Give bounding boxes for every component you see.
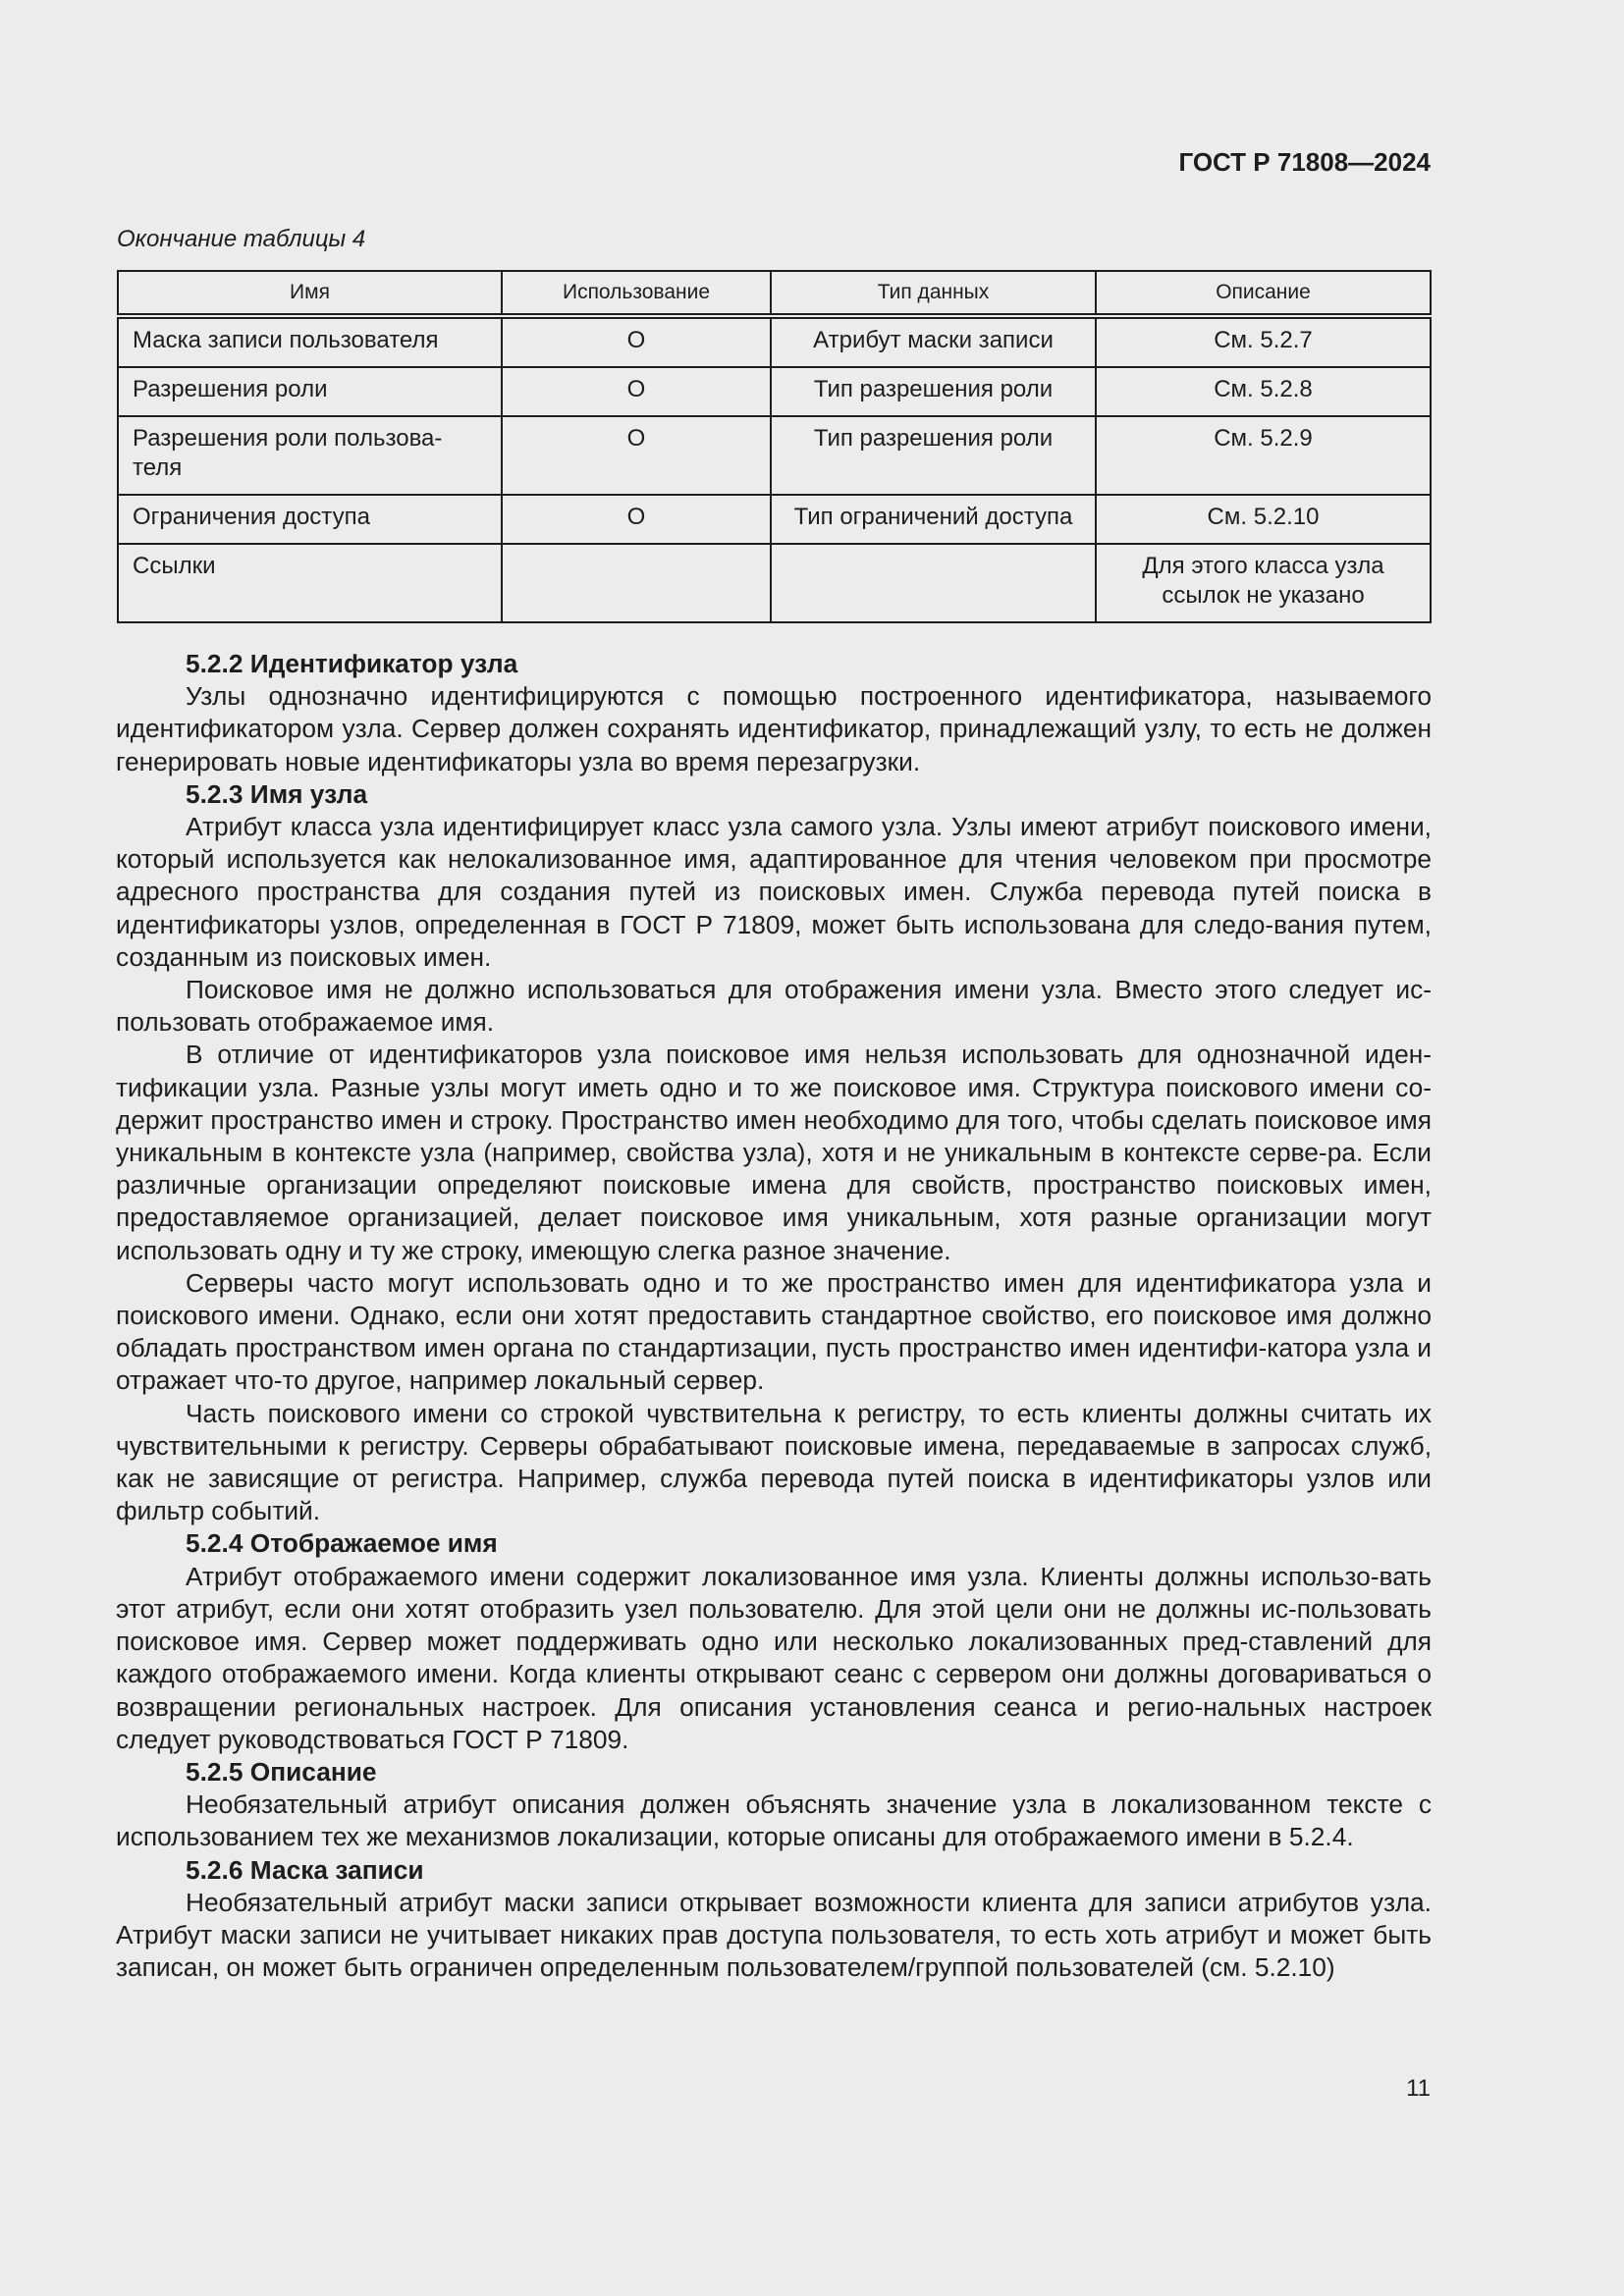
cell-name: Маска записи пользователя	[118, 316, 502, 367]
cell-data-type: Тип разрешения роли	[771, 367, 1096, 416]
cell-description: Для этого класса узла ссылок не указано	[1096, 544, 1431, 622]
cell-usage: O	[502, 416, 771, 495]
column-header-data-type: Тип данных	[771, 271, 1096, 316]
page-number: 11	[1406, 2075, 1431, 2102]
paragraph: Необязательный атрибут маски записи открывает возможности клиента для записи атрибутов узла. Атрибут маски записи не учитывает никаких прав доступа пользователя, то есть хоть атрибут и может быть записан, он может быть ограничен определенным пользователем/группой пользователей (см. 5.2.10)	[116, 1887, 1432, 1983]
table-caption: Окончание таблицы 4	[117, 226, 366, 252]
document-id: ГОСТ Р 71808—2024	[1178, 147, 1431, 177]
column-header-name: Имя	[118, 271, 502, 316]
attributes-table	[117, 270, 1432, 623]
section-heading-5-2-6: 5.2.6 Маска записи	[186, 1854, 424, 1885]
paragraph: Часть поискового имени со строкой чувствительна к регистру, то есть клиенты должны считать их чувствительными к регистру. Серверы обрабатывают поисковые имена, передаваемые в запросах служб, как не зависящие от регистра. Например, служба перевода путей поиска в идентификаторы узлов или фильтр событий.	[116, 1398, 1432, 1526]
cell-name: Разрешения роли	[118, 367, 502, 416]
cell-data-type: Тип разрешения роли	[771, 416, 1096, 495]
table-row	[118, 495, 1431, 544]
paragraph: Атрибут отображаемого имени содержит локализованное имя узла. Клиенты должны использо-вать этот атрибут, если они хотят отобразить узел пользователю. Для этой цели они не должны ис-пользовать поисковое имя. Сервер может поддерживать одно или несколько локализованных пред-ставлений для каждого отображаемого имени. Когда клиенты открывают сеанс с сервером они должны договариваться о возвращении региональных настроек. Для описания установления сеанса и регио-нальных настроек следует руководствоваться ГОСТ Р 71809.	[116, 1561, 1432, 1754]
cell-usage: O	[502, 367, 771, 416]
column-header-usage: Использование	[502, 271, 771, 316]
cell-data-type: Тип ограничений доступа	[771, 495, 1096, 544]
cell-description: См. 5.2.7	[1096, 316, 1431, 367]
table-header-row	[118, 271, 1431, 316]
cell-usage: O	[502, 316, 771, 367]
cell-description: См. 5.2.10	[1096, 495, 1431, 544]
paragraph: Необязательный атрибут описания должен объяснять значение узла в локализованном тексте с использованием тех же механизмов локализации, которые описаны для отображаемого имени в 5.2.4.	[116, 1789, 1432, 1852]
paragraph: В отличие от идентификаторов узла поисковое имя нельзя использовать для однозначной иден-тификации узла. Разные узлы могут иметь одно и то же поисковое имя. Структура поискового имени со-держит пространство имен и строку. Пространство имен необходимо для того, чтобы сделать поисковое имя уникальным в контексте узла (например, свойства узла), хотя и не уникальным в контексте серве-ра. Если различные организации определяют поисковые имена для свойств, пространство поисковых имен, предоставляемое организацией, делает поисковое имя уникальным, хотя разные организации могут использовать одну и ту же строку, имеющую слегка разное значение.	[116, 1040, 1432, 1265]
cell-name: Ограничения доступа	[118, 495, 502, 544]
table-row	[118, 367, 1431, 416]
cell-usage	[502, 544, 771, 622]
cell-usage: O	[502, 495, 771, 544]
section-heading-5-2-5: 5.2.5 Описание	[186, 1756, 377, 1787]
section-heading-5-2-4: 5.2.4 Отображаемое имя	[186, 1528, 498, 1559]
cell-data-type	[771, 544, 1096, 622]
cell-name: Ссылки	[118, 544, 502, 622]
table-row	[118, 416, 1431, 495]
table-row	[118, 544, 1431, 622]
paragraph: Поисковое имя не должно использоваться для отображения имени узла. Вместо этого следует ис-пользовать отображаемое имя.	[116, 975, 1432, 1038]
cell-data-type: Атрибут маски записи	[771, 316, 1096, 367]
section-heading-5-2-2: 5.2.2 Идентификатор узла	[186, 649, 518, 678]
cell-description: См. 5.2.9	[1096, 416, 1431, 495]
cell-description: См. 5.2.8	[1096, 367, 1431, 416]
paragraph: Узлы однозначно идентифицируются с помощью построенного идентификатора, называемого идентификатором узла. Сервер должен сохранять идентификатор, принадлежащий узлу, то есть не должен генерировать новые идентификаторы узла во время перезагрузки.	[116, 681, 1432, 776]
paragraph: Серверы часто могут использовать одно и то же пространство имен для идентификатора узла и поискового имени. Однако, если они хотят предоставить стандартное свойство, его поисковое имя должно обладать пространством имен органа по стандартизации, пусть пространство имен идентифи-катора узла и отражает что-то другое, например локальный сервер.	[116, 1267, 1432, 1396]
column-header-description: Описание	[1096, 271, 1431, 316]
section-heading-5-2-3: 5.2.3 Имя узла	[186, 778, 368, 809]
cell-name: Разрешения роли пользова-теля	[118, 416, 502, 495]
table-row	[118, 316, 1431, 367]
document-body	[116, 648, 1432, 1984]
paragraph: Атрибут класса узла идентифицирует класс узла самого узла. Узлы имеют атрибут поискового имени, который используется как нелокализованное имя, адаптированное для чтения человеком при просмотре адресного пространства для создания путей из поисковых имен. Служба перевода путей поиска в идентификаторы узлов, определенная в ГОСТ Р 71809, может быть использована для следо-вания путем, созданным из поисковых имен.	[116, 812, 1432, 972]
